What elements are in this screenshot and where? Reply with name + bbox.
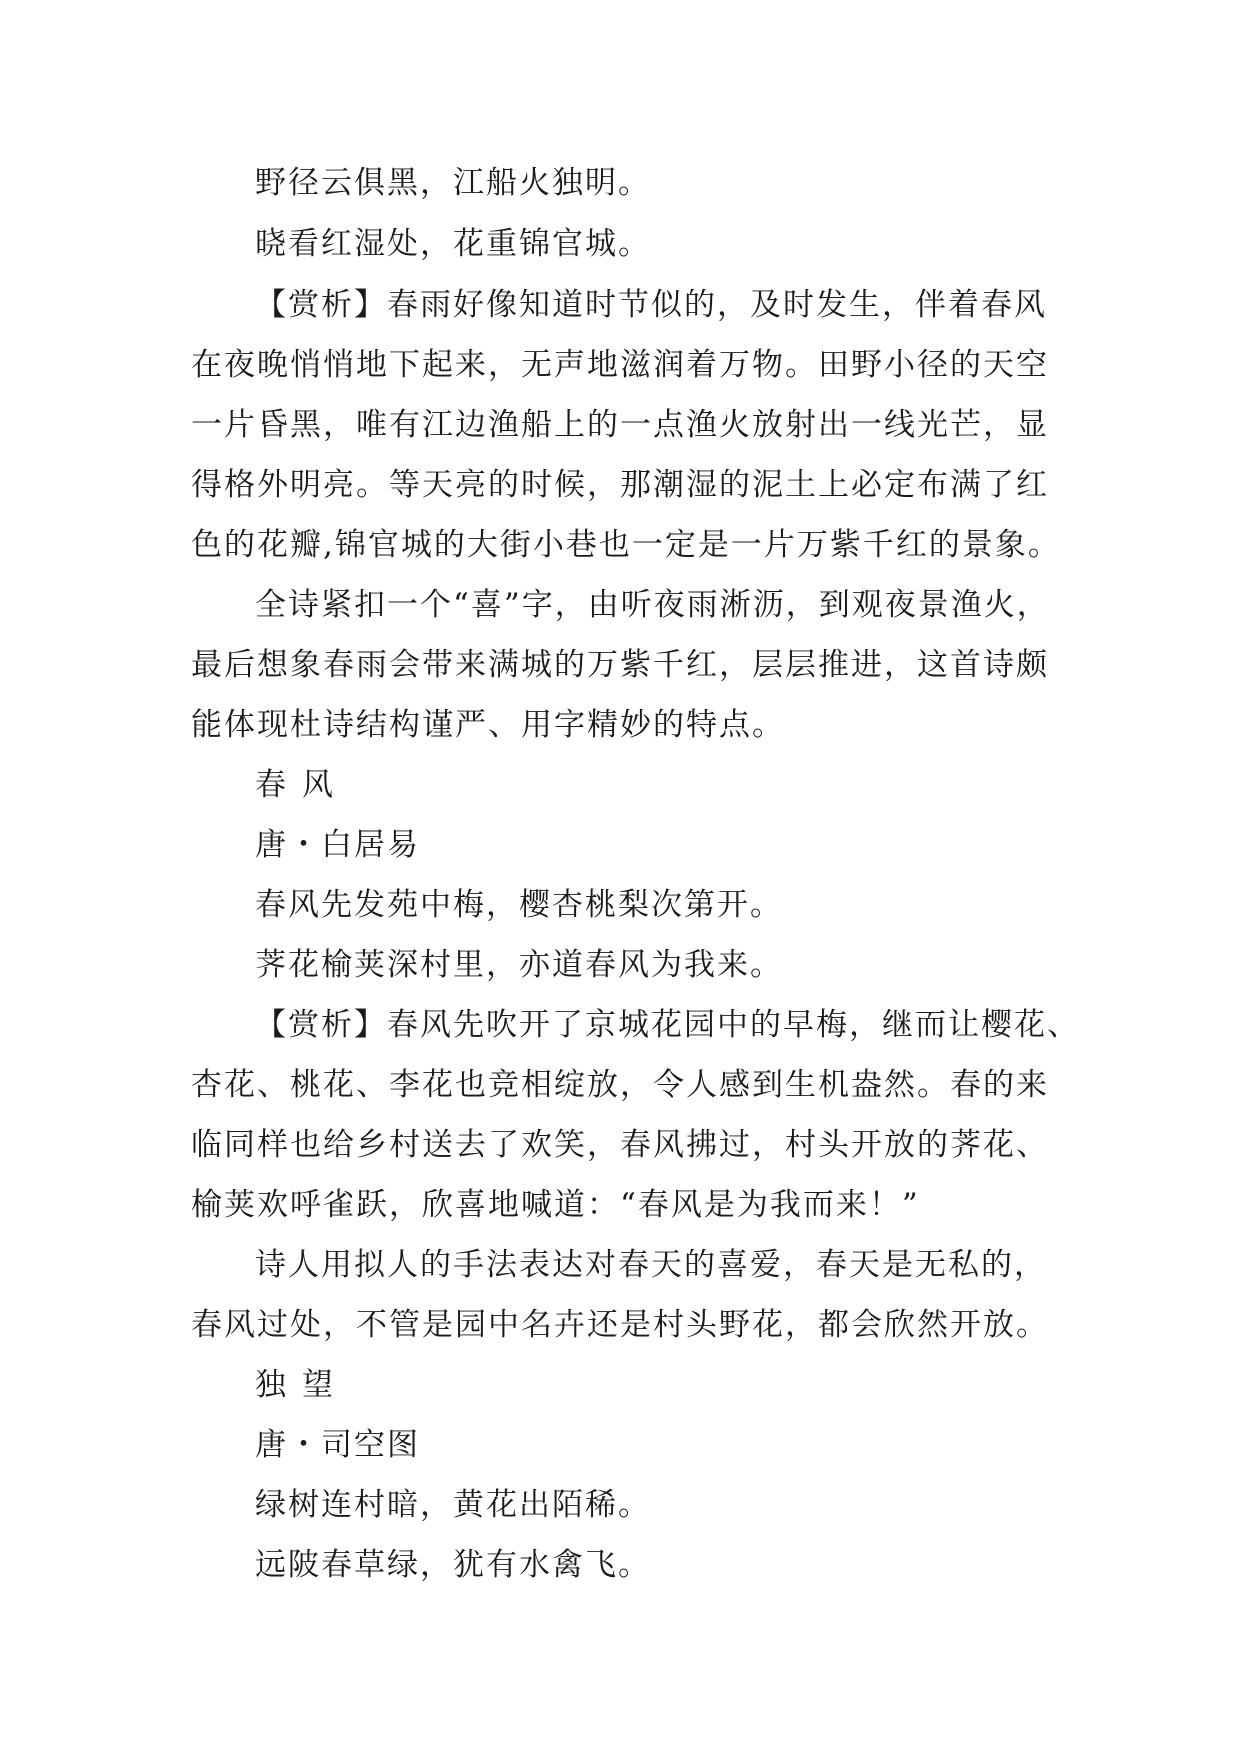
- paragraph-line: 春风过处，不管是园中名卉还是村头野花，都会欣然开放。: [191, 1307, 1049, 1343]
- paragraph-line: 【赏析】春雨好像知道时节似的，及时发生，伴着春风: [255, 287, 1047, 323]
- poem-title-char: 独: [255, 1367, 288, 1403]
- paragraph-line: 最后想象春雨会带来满城的万紫千红，层层推进，这首诗颇: [191, 647, 1049, 683]
- paragraph-line: 杏花、桃花、李花也竞相绽放，令人感到生机盎然。春的来: [191, 1067, 1049, 1103]
- poem-line: 晓看红湿处，花重锦官城。: [255, 226, 651, 262]
- poem-title: [255, 1365, 335, 1405]
- paragraph-line: 色的花瓣,锦官城的大街小巷也一定是一片万紫千红的景象。: [191, 527, 1061, 563]
- paragraph-line: 能体现杜诗结构谨严、用字精妙的特点。: [191, 707, 785, 743]
- poem-line: 绿树连村暗，黄花出陌稀。: [255, 1487, 651, 1523]
- paragraph-line: 临同样也给乡村送去了欢笑，春风拂过，村头开放的荠花、: [191, 1127, 1049, 1163]
- poem-author: 唐・白居易: [255, 827, 420, 863]
- paragraph-line: 得格外明亮。等天亮的时候，那潮湿的泥土上必定布满了红: [191, 467, 1049, 503]
- poem-line: 春风先发苑中梅，樱杏桃梨次第开。: [255, 887, 783, 923]
- poem-title-char: 望: [302, 1367, 335, 1403]
- poem-line: 远陂春草绿，犹有水禽飞。: [255, 1547, 651, 1583]
- poem-title-char: 春: [255, 767, 288, 803]
- paragraph-line: 一片昏黑，唯有江边渔船上的一点渔火放射出一线光芒，显: [191, 407, 1049, 443]
- poem-author: 唐・司空图: [255, 1427, 420, 1463]
- poem-title-char: 风: [302, 767, 335, 803]
- poem-title: [255, 765, 335, 805]
- paragraph-line: 全诗紧扣一个“喜”字，由听夜雨淅沥，到观夜景渔火，: [255, 587, 1050, 623]
- poem-line: 野径云俱黑，江船火独明。: [255, 165, 651, 201]
- paragraph-line: 【赏析】春风先吹开了京城花园中的早梅，继而让樱花、: [255, 1007, 1080, 1043]
- poem-line: 荠花榆荚深村里，亦道春风为我来。: [255, 947, 783, 983]
- paragraph-line: 诗人用拟人的手法表达对春天的喜爱，春天是无私的，: [255, 1247, 1047, 1283]
- paragraph-line: 在夜晚悄悄地下起来，无声地滋润着万物。田野小径的天空: [191, 347, 1049, 383]
- paragraph-line: 榆荚欢呼雀跃，欣喜地喊道：“春风是为我而来！”: [191, 1187, 920, 1223]
